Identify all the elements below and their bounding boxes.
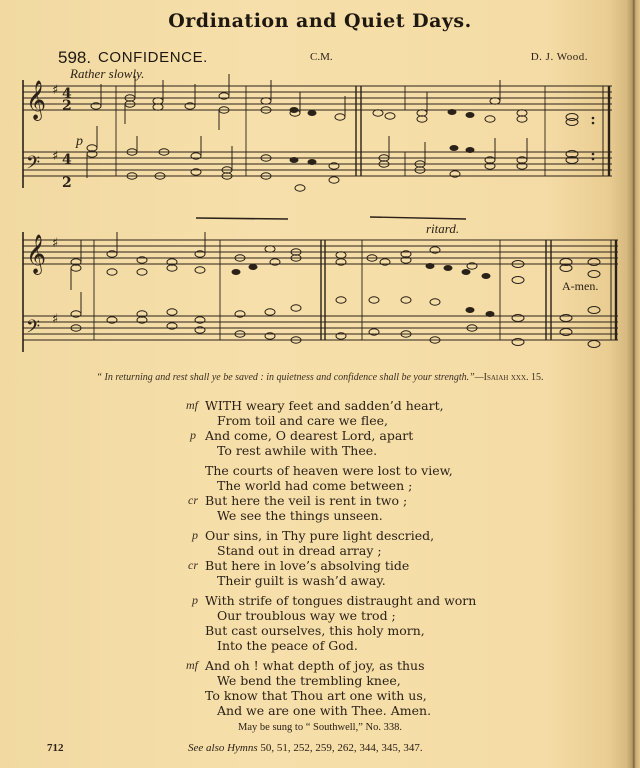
svg-text:♯: ♯ [52, 312, 59, 327]
bass-clef-icon-2: 𝄢 [26, 317, 41, 342]
bass-clef-icon: 𝄢 [26, 153, 41, 178]
amen-label: A-men. [562, 279, 599, 293]
svg-text:2: 2 [62, 98, 72, 114]
composer: D. J. Wood. [530, 51, 588, 63]
verse-line: We bend the trembling knee, [217, 673, 401, 688]
svg-text:2: 2 [62, 175, 72, 191]
dynamic-mark: p [192, 528, 198, 542]
system-1 [23, 80, 612, 188]
svg-text:4: 4 [62, 152, 72, 168]
see-also-label: See also Hymns [188, 742, 258, 754]
svg-text:4: 4 [62, 86, 72, 102]
verse-line: From toil and care we flee, [217, 413, 388, 428]
treble-clef-icon-2: 𝄞 [26, 234, 47, 274]
verse-line: Our sins, in Thy pure light descried, [205, 528, 435, 543]
verse-line: But cast ourselves, this holy morn, [205, 623, 425, 638]
dynamic-mark: p [190, 428, 196, 442]
meter: C.M. [310, 51, 333, 63]
dynamic-mark: p [192, 593, 198, 607]
hymn-number: 598. [58, 48, 92, 67]
treble-staff-1 [23, 86, 612, 110]
dynamic-mark: mf [186, 658, 198, 672]
dynamic-mark: cr [188, 558, 198, 572]
verse-line: But here the veil is rent in two ; [205, 493, 408, 508]
verse-line: And we are one with Thee. Amen. [217, 703, 432, 718]
verse-line: WITH weary feet and sadden’d heart, [205, 398, 444, 413]
verse-line: The courts of heaven were lost to view, [205, 463, 453, 478]
verse-line: To know that Thou art one with us, [205, 688, 427, 703]
see-also-numbers: 50, 51, 252, 259, 262, 344, 345, 347. [260, 742, 423, 754]
svg-text:p: p [76, 134, 83, 149]
treble-clef-icon: 𝄞 [26, 80, 47, 120]
dynamic-mark: cr [188, 493, 198, 507]
music-score [0, 0, 640, 370]
verse-line: The world had come between ; [217, 478, 413, 493]
section-title: Ordination and Quiet Days. [168, 10, 472, 32]
verse-line: We see the things unseen. [217, 508, 383, 523]
alternative-tune-note: May be sung to “ Southwell,” No. 338. [238, 722, 402, 733]
verse-line: To rest awhile with Thee. [217, 443, 378, 458]
verse-line: Stand out in dread array ; [217, 543, 382, 558]
verse-line: Our troublous way we trod ; [217, 608, 396, 623]
verse-line: Into the peace of God. [217, 638, 358, 653]
svg-text:♯: ♯ [52, 149, 59, 164]
verse-line: But here in love’s absolving tide [205, 558, 410, 573]
epigraph-reference: Isaiah xxx. 15. [483, 372, 544, 383]
system-2 [23, 217, 618, 352]
ritard-marking: ritard. [426, 221, 460, 236]
page-number: 712 [47, 742, 64, 754]
verse-line: Their guilt is wash’d away. [217, 573, 386, 588]
dynamic-mark: mf [186, 398, 198, 412]
epigraph-text: “ In returning and rest shall ye be saved : in quietness and confidence shall be your strength.”— [96, 372, 484, 383]
verse-line: And oh ! what depth of joy, as thus [205, 658, 425, 673]
tune-name: CONFIDENCE. [98, 49, 208, 66]
svg-text:♯: ♯ [52, 236, 59, 251]
svg-text:♯: ♯ [52, 83, 59, 98]
tempo-marking: Rather slowly. [70, 66, 145, 81]
verse-line: With strife of tongues distraught and worn [205, 593, 477, 608]
verse-line: And come, O dearest Lord, apart [205, 428, 414, 443]
bass-staff-1 [23, 152, 612, 176]
scripture-epigraph [0, 372, 640, 383]
see-also-hymns [188, 742, 423, 754]
